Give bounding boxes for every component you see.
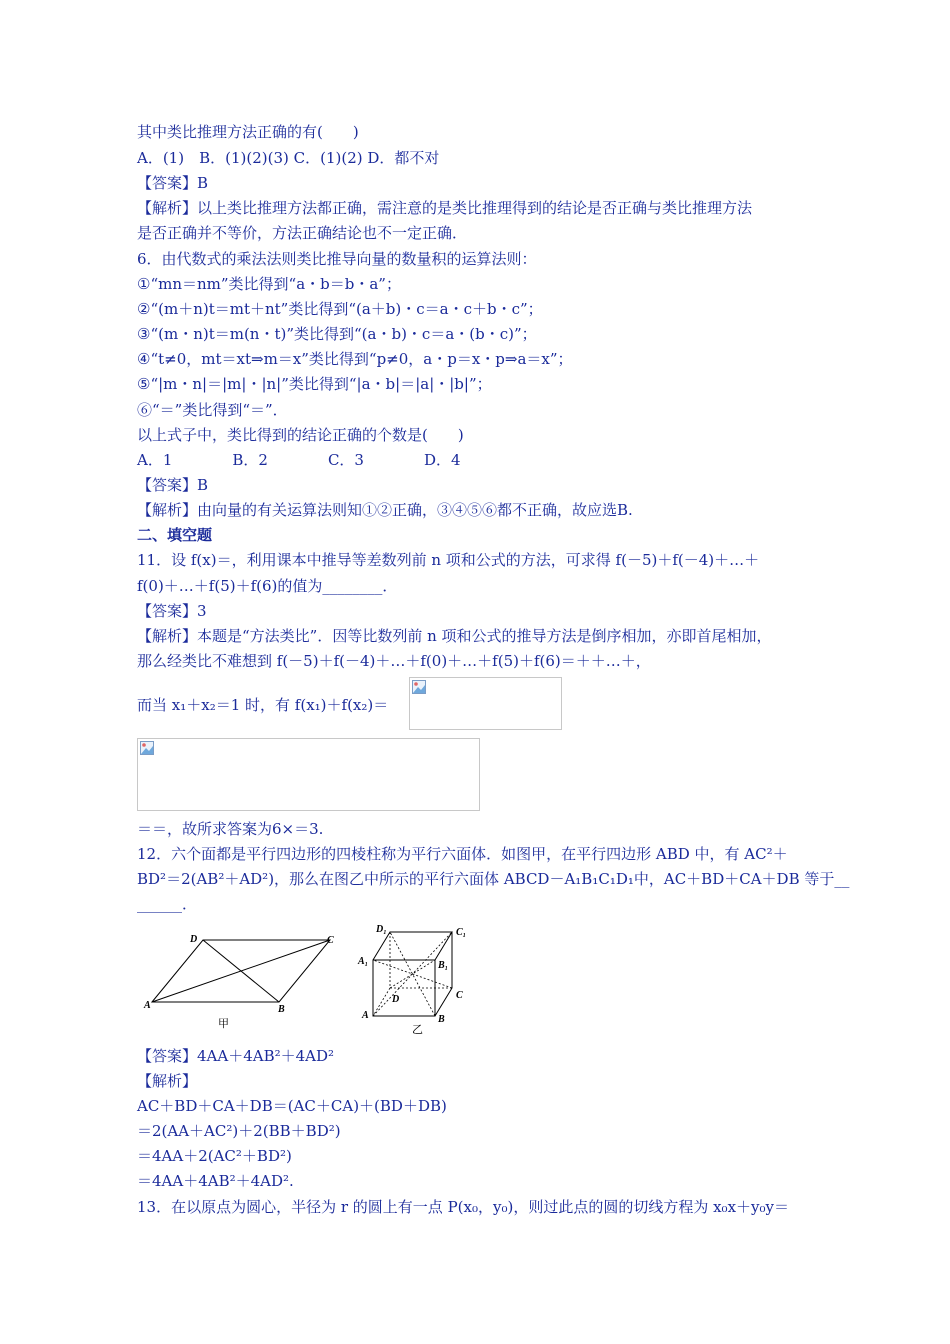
analysis-line: 【解析】以上类比推理方法都正确，需注意的是类比推理得到的结论是否正确与类比推理方法 [137, 199, 753, 217]
vertex-label: B₁ [438, 960, 449, 971]
answer-line: 【答案】3 [137, 602, 207, 620]
figure-caption: 乙 [412, 1024, 423, 1036]
vertex-label: D₁ [376, 924, 387, 935]
broken-image-icon [140, 741, 154, 755]
text-line: ______． [137, 895, 198, 913]
text-line: ③“(m・n)t＝m(n・t)”类比得到“(a・b)・c＝a・(b・c)”； [137, 325, 537, 343]
question-6: 6．由代数式的乘法法则类比推导向量的数量积的运算法则： [137, 250, 537, 268]
section-heading: 二、填空题 [137, 526, 213, 544]
question-11: 11．设 f(x)＝，利用课本中推导等差数列前 n 项和公式的方法，可求得 f(－5)＋f(－4)＋…＋ [137, 551, 760, 569]
text-line: ⑤“|m・n|＝|m|・|n|”类比得到“|a・b|＝|a|・|b|”； [137, 375, 492, 393]
right-face [435, 932, 452, 1016]
answer-line: 【答案】4AA＋4AB²＋4AD² [137, 1047, 335, 1065]
hidden-edge [373, 988, 390, 1016]
vertex-label: B [278, 1004, 285, 1015]
text-line: 而当 x₁＋x₂＝1 时，有 f(x₁)＋f(x₂)＝ [137, 696, 389, 714]
options-line: A．1 B．2 C．3 D．4 [137, 451, 461, 469]
math-line: ＝2(AA＋AC²)＋2(BB＋BD²) [137, 1122, 341, 1140]
text-line: ②“(m＋n)t＝mt＋nt”类比得到“(a＋b)・c＝a・c＋b・c”； [137, 300, 543, 318]
text-line: BD²＝2(AB²＋AD²)，那么在图乙中所示的平行六面体 ABCD－A₁B₁C₁D₁中，AC＋BD＋CA＋DB 等于__ [137, 870, 850, 888]
figure-parallelogram [140, 928, 340, 1038]
top-face [373, 932, 452, 960]
broken-image-placeholder [409, 677, 562, 730]
answer-line: 【答案】B [137, 476, 209, 494]
analysis-line: 【解析】 [137, 1072, 198, 1090]
text-line: f(0)＋…＋f(5)＋f(6)的值为________． [137, 577, 398, 595]
vertex-label: D [190, 934, 198, 945]
question-12: 12．六个面都是平行四边形的四棱柱称为平行六面体．如图甲，在平行四边形 ABD 中，有 AC²＋ [137, 845, 788, 863]
vertex-label: C [456, 990, 463, 1001]
math-line: ＝4AA＋4AB²＋4AD². [137, 1172, 294, 1190]
vertex-label: A [362, 1010, 369, 1021]
text-line: 其中类比推理方法正确的有( ) [137, 123, 359, 141]
text-line: 是否正确并不等价，方法正确结论也不一定正确． [137, 224, 468, 242]
analysis-line: 【解析】本题是“方法类比”．因等比数列前 n 项和公式的推导方法是倒序相加，亦即首尾相加， [137, 627, 772, 645]
math-line: AC＋BD＋CA＋DB＝(AC＋CA)＋(BD＋DB) [137, 1097, 447, 1115]
analysis-line: 【解析】由向量的有关运算法则知①②正确，③④⑤⑥都不正确，故应选B. [137, 501, 633, 519]
text-line: 那么经类比不难想到 f(－5)＋f(－4)＋…＋f(0)＋…＋f(5)＋f(6)＝＋＋…＋， [137, 652, 651, 670]
text-line: ①“mn＝nm”类比得到“a・b＝b・a”； [137, 275, 401, 293]
text-line: ④“t≠0，mt＝xt⇒m＝x”类比得到“p≠0，a・p＝x・p⇒a＝x”； [137, 350, 573, 368]
text-line: ⑥“＝”类比得到“＝”． [137, 401, 288, 419]
vertex-label: A₁ [358, 956, 369, 967]
answer-line: 【答案】B [137, 174, 209, 192]
broken-image-icon [412, 680, 426, 694]
vertex-label: B [438, 1014, 445, 1025]
figure-parallelepiped [352, 920, 477, 1038]
diagonal-bd [203, 940, 279, 1002]
vertex-label: C [327, 935, 334, 946]
question-13: 13．在以原点为圆心，半径为 r 的圆上有一点 P(x₀，y₀)，则过此点的圆的切线方程为 x₀x＋y₀y＝ [137, 1198, 789, 1216]
vertex-label: A [144, 1000, 151, 1011]
math-line: ＝4AA＋2(AC²＋BD²) [137, 1147, 292, 1165]
text-line: A．(1) B．(1)(2)(3) C．(1)(2) D．都不对 [137, 149, 440, 167]
broken-image-placeholder [137, 738, 480, 811]
text-line: ＝＝，故所求答案为6×＝3. [137, 820, 324, 838]
text-line: 以上式子中，类比得到的结论正确的个数是( ) [137, 426, 464, 444]
vertex-label: D [392, 994, 400, 1005]
figure-caption: 甲 [218, 1018, 229, 1030]
vertex-label: C₁ [456, 927, 467, 938]
